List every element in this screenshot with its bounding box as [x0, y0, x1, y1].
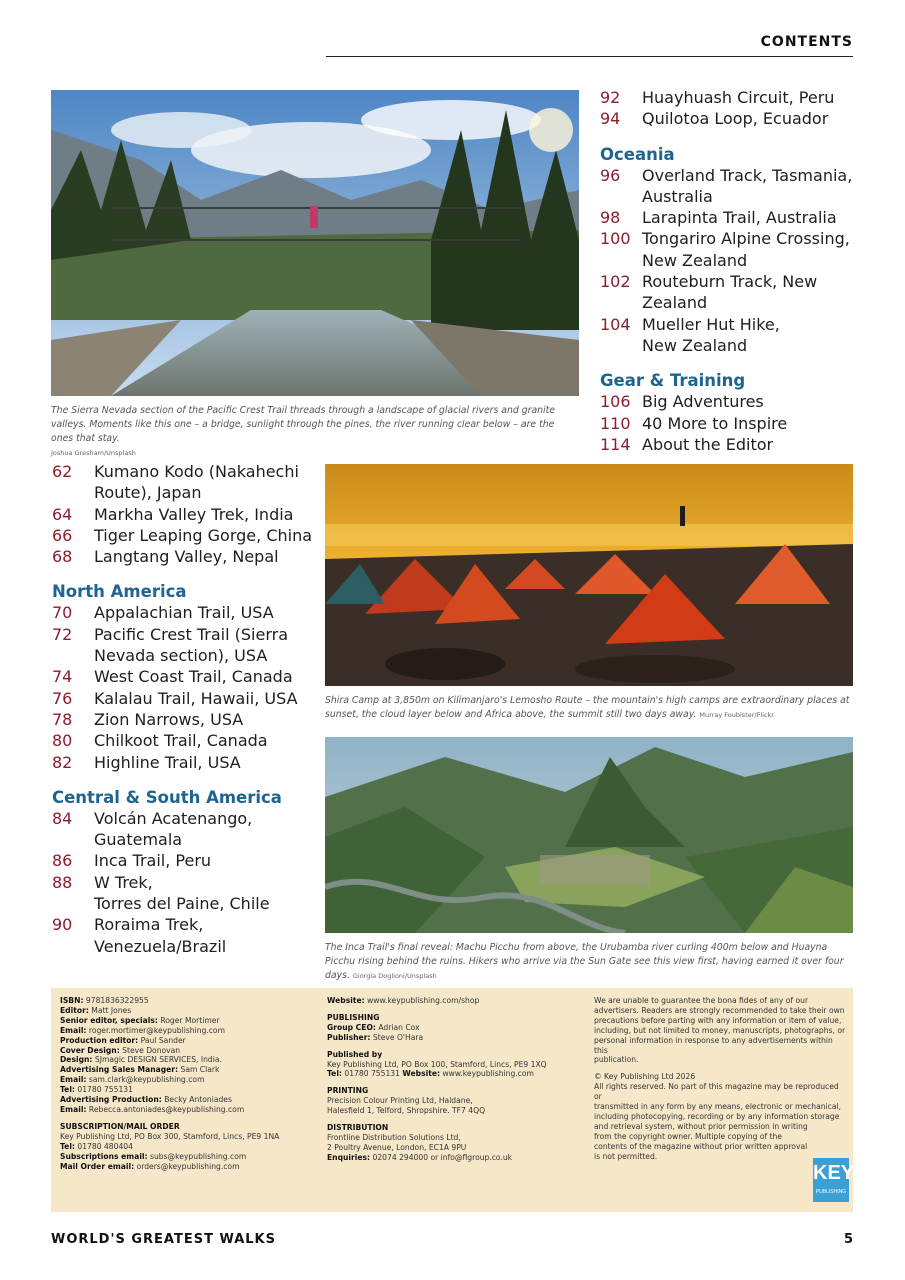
entry-title [94, 850, 312, 871]
section-heading: Gear & Training [600, 371, 746, 391]
page-number-label: 114 [600, 434, 631, 454]
page-number-label: 80 [52, 731, 73, 751]
imprint-line: personal information in response to any advertisements within this [594, 1035, 833, 1055]
entry-title-line: Appalachian Trail, USA [94, 603, 274, 623]
caption-text: The Inca Trail's final reveal: Machu Picchu from above, the Urubamba river curling 400m below and Huayna Picchu rising behind the ruins. Hikers who arrive via the Sun Gate see this view first, having earned it over four days. [325, 942, 844, 981]
page-number-label: 92 [600, 88, 621, 107]
imprint-label: Published by [327, 1049, 383, 1059]
imprint-value: 9781836322955 [85, 996, 149, 1005]
contents-list-right [600, 87, 853, 455]
page-number-label: 102 [600, 272, 631, 292]
imprint-value: orders@keypublishing.com [136, 1161, 240, 1171]
imprint-value: Steve Donovan [122, 1045, 181, 1055]
contents-section [600, 87, 853, 130]
imprint-label: Publisher: [327, 1032, 371, 1042]
imprint-value: Becky Antoniades [164, 1095, 232, 1105]
photo-machu-picchu [325, 737, 853, 933]
imprint-line [327, 1153, 582, 1163]
imprint-value: Halesfield 1, Telford, Shropshire. TF7 4QQ [327, 1106, 486, 1116]
caption-text: The Sierra Nevada section of the Pacific Crest Trail threads through a landscape of glacial rivers and granite valleys. Moments like this one – a bridge, sunlight through the pines, the river running clear below – are the ones that stay. [51, 405, 555, 444]
imprint-line [327, 1123, 582, 1133]
entry-title [94, 709, 312, 730]
entry-title [94, 624, 312, 667]
entry-title [94, 730, 312, 751]
entry-title-line: Kalalau Trail, Hawaii, USA [94, 688, 298, 708]
imprint-label: Advertising Sales Manager: [60, 1065, 179, 1075]
imprint-line [60, 996, 315, 1006]
imprint-line [60, 1095, 315, 1105]
imprint-line [60, 1055, 315, 1065]
imprint-block [327, 1086, 582, 1116]
imprint-line [327, 996, 582, 1006]
page-number-label: 76 [52, 688, 73, 708]
entry-title-line: Route), Japan [94, 483, 202, 503]
entry-title-line: Chilkoot Trail, Canada [94, 731, 268, 751]
entry-title-line: Zion Narrows, USA [94, 709, 244, 729]
entry-title [642, 87, 853, 108]
entry-title-line: Tiger Leaping Gorge, China [94, 525, 313, 545]
imprint-line [60, 1132, 315, 1142]
contents-section [600, 370, 853, 455]
entry-title-line: New Zealand [642, 335, 748, 355]
contents-entry [600, 165, 853, 208]
entry-title [642, 165, 853, 208]
contents-entry [600, 314, 853, 357]
imprint-label: PUBLISHING [327, 1012, 380, 1022]
imprint-line [327, 1060, 582, 1070]
entry-title-line: Markha Valley Trek, India [94, 504, 294, 524]
header-rule [326, 56, 853, 57]
section-title: CONTENTS [760, 34, 853, 50]
entry-title [94, 525, 312, 546]
imprint-label: DISTRIBUTION [327, 1123, 389, 1133]
imprint-block [594, 996, 846, 1065]
contents-section [52, 461, 312, 567]
imprint-line [60, 1065, 315, 1075]
contents-entry [52, 914, 312, 957]
contents-entry [52, 709, 312, 730]
imprint-line [60, 1085, 315, 1095]
photo-kilimanjaro-camp [325, 464, 853, 686]
imprint-line: advertisers. Readers are strongly recommended to take their own [594, 1005, 845, 1015]
imprint-line [60, 1046, 315, 1056]
contents-entry [600, 87, 853, 108]
imprint-value: 02074 294000 or info@flgroup.co.uk [372, 1152, 513, 1162]
contents-entry [600, 271, 853, 314]
imprint-label: Mail Order email: [60, 1161, 135, 1171]
page-number-label: 100 [600, 229, 631, 249]
imprint-line [60, 1162, 315, 1172]
imprint-line: All rights reserved. No part of this magazine may be reproduced or [594, 1082, 839, 1102]
entry-title-line: Venezuela/Brazil [94, 936, 227, 956]
imprint-line: contents of the magazine without prior written approval [594, 1141, 808, 1151]
contents-entry [52, 602, 312, 623]
imprint-value: sam.clark@keypublishing.com [88, 1075, 205, 1085]
imprint-value: Rebecca.antoniades@keypublishing.com [88, 1104, 245, 1114]
contents-entry [52, 808, 312, 851]
imprint-line [327, 1023, 582, 1033]
contents-entry [52, 461, 312, 504]
entry-title [94, 602, 312, 623]
imprint-line [327, 1143, 582, 1153]
entry-title [642, 314, 853, 357]
contents-entry [52, 850, 312, 871]
entry-title-line: Larapinta Trail, Australia [642, 208, 837, 228]
imprint-block [60, 996, 315, 1115]
logo-letter: KEY [813, 1162, 855, 1184]
contents-entry [52, 504, 312, 525]
contents-entry [600, 391, 853, 412]
imprint-line [60, 1036, 315, 1046]
entry-title [642, 413, 853, 434]
imprint-line [327, 1106, 582, 1116]
imprint-line [60, 1006, 315, 1016]
imprint-label: Email: [60, 1075, 87, 1085]
entry-title [94, 808, 312, 851]
imprint-label: SUBSCRIPTION/MAIL ORDER [60, 1121, 180, 1131]
entry-title [642, 391, 853, 412]
imprint-line [60, 1122, 315, 1132]
contents-entry [52, 666, 312, 687]
entry-title [642, 434, 853, 455]
imprint-line: publication. [594, 1055, 639, 1065]
imprint-line: transmitted in any form by any means, electronic or mechanical, [594, 1102, 842, 1112]
imprint-value: 01780 755131 [344, 1069, 403, 1079]
imprint-column-staff [60, 996, 315, 1178]
contents-entry [52, 730, 312, 751]
imprint-label: Website: [402, 1069, 441, 1079]
photo-kilimanjaro-caption [325, 694, 853, 722]
entry-title-line: Guatemala [94, 830, 183, 850]
imprint-label: Tel: [60, 1141, 75, 1151]
imprint-label: Email: [60, 1025, 87, 1035]
imprint-line [327, 1033, 582, 1043]
entry-title-line: Kumano Kodo (Nakahechi [94, 462, 299, 481]
entry-title [94, 688, 312, 709]
imprint-line [60, 1075, 315, 1085]
page-number-label: 84 [52, 808, 73, 828]
imprint-line: from the copyright owner. Multiple copying of the [594, 1131, 783, 1141]
imprint-value: Matt Jones [91, 1005, 132, 1015]
contents-entry [600, 108, 853, 129]
page-number-label: 86 [52, 851, 73, 871]
imprint-line: precautions before parting with any information or item of value, [594, 1015, 842, 1025]
contents-entry [52, 624, 312, 667]
imprint-column-publishing [327, 996, 582, 1170]
imprint-value: Steve O'Hara [372, 1032, 424, 1042]
imprint-box [51, 988, 853, 1212]
entry-title-line: 40 More to Inspire [642, 413, 788, 433]
imprint-line [327, 1096, 582, 1106]
photo-sierra-caption [51, 404, 579, 460]
entry-title-line: New Zealand [642, 250, 748, 270]
imprint-block [327, 1013, 582, 1043]
imprint-value: subs@keypublishing.com [150, 1151, 247, 1161]
entry-title-line: Highline Trail, USA [94, 752, 241, 772]
entry-title-line: Nevada section), USA [94, 646, 268, 666]
entry-title-line: Mueller Hut Hike, [642, 314, 780, 334]
contents-entry [600, 434, 853, 455]
entry-title-line: Quilotoa Loop, Ecuador [642, 109, 829, 129]
entry-title [642, 271, 853, 314]
page-number: 5 [843, 1232, 853, 1247]
entry-title-line: Big Adventures [642, 392, 764, 412]
imprint-label: PRINTING [327, 1086, 369, 1096]
imprint-line: We are unable to guarantee the bona fides of any of our [594, 996, 809, 1005]
imprint-value: Key Publishing Ltd, PO Box 300, Stamford, Lincs, PE9 1NA [60, 1131, 280, 1141]
page-number-label: 90 [52, 915, 73, 935]
contents-list-left [52, 461, 312, 957]
imprint-value: Frontline Distribution Solutions Ltd, [327, 1132, 461, 1142]
entry-title-line: Overland Track, Tasmania, [642, 165, 853, 185]
imprint-line [327, 1086, 582, 1096]
imprint-value: 2 Poultry Avenue, London, EC1A 9PU [327, 1142, 467, 1152]
photo-credit: Joshua Gresham/Unsplash [51, 449, 136, 457]
entry-title [94, 461, 312, 504]
contents-entry [52, 546, 312, 567]
imprint-label: Subscriptions email: [60, 1151, 148, 1161]
page-number-label: 62 [52, 462, 73, 481]
entry-title-line: Australia [642, 186, 713, 206]
imprint-line [327, 1133, 582, 1143]
page-number-label: 64 [52, 504, 73, 524]
imprint-value: 01780 755131 [77, 1085, 133, 1095]
caption-text: Shira Camp at 3,850m on Kilimanjaro's Lemosho Route – the mountain's high camps are extraordinary places at sunset, the cloud layer below and Africa above, the summit still two days away. [325, 695, 850, 720]
imprint-label: Production editor: [60, 1035, 139, 1045]
contents-section [600, 144, 853, 357]
imprint-value: Precision Colour Printing Ltd, Haldane, [327, 1096, 473, 1106]
page-number-label: 94 [600, 109, 621, 129]
imprint-value: www.keypublishing.com/shop [367, 996, 480, 1005]
section-heading: Central & South America [52, 787, 282, 807]
page-number-label: 78 [52, 709, 73, 729]
entry-title-line: West Coast Trail, Canada [94, 667, 293, 687]
imprint-line: including, but not limited to money, manuscripts, photographs, or [594, 1025, 846, 1035]
imprint-line [327, 1050, 582, 1060]
imprint-label: Website: [327, 996, 365, 1005]
imprint-column-legal [594, 996, 846, 1169]
contents-entry [600, 413, 853, 434]
entry-title-line: W Trek, [94, 872, 153, 892]
imprint-line: © Key Publishing Ltd 2026 [594, 1072, 696, 1082]
imprint-block [594, 1072, 846, 1161]
entry-title-line: Roraima Trek, [94, 915, 204, 935]
entry-title [94, 546, 312, 567]
entry-title [642, 228, 853, 271]
page-number-label: 96 [600, 165, 621, 185]
entry-title-line: Langtang Valley, Nepal [94, 547, 279, 567]
entry-title-line: Huayhuash Circuit, Peru [642, 88, 835, 107]
imprint-block [327, 996, 582, 1006]
imprint-value: www.keypublishing.com [442, 1069, 534, 1079]
imprint-label: Email: [60, 1104, 87, 1114]
page-number-label: 106 [600, 392, 631, 412]
page-number-label: 68 [52, 547, 73, 567]
imprint-line: is not permitted. [594, 1151, 658, 1161]
page-number-label: 98 [600, 208, 621, 228]
contents-section [52, 581, 312, 772]
page-number-label: 88 [52, 872, 73, 892]
imprint-line [327, 1013, 582, 1023]
imprint-label: Advertising Production: [60, 1095, 162, 1105]
imprint-value: Key Publishing Ltd, PO Box 100, Stamford, Lincs, PE9 1XQ [327, 1059, 547, 1069]
imprint-line [60, 1142, 315, 1152]
imprint-line: including photocopying, recording or by any information storage [594, 1111, 840, 1121]
entry-title [94, 872, 312, 915]
contents-entry [600, 207, 853, 228]
page-number-label: 72 [52, 624, 73, 644]
page-number-label: 104 [600, 314, 631, 334]
page-number-label: 110 [600, 413, 631, 433]
contents-entry [52, 752, 312, 773]
imprint-line [60, 1152, 315, 1162]
imprint-label: Editor: [60, 1005, 89, 1015]
entry-title-line: Inca Trail, Peru [94, 851, 212, 871]
imprint-value: Adrian Cox [378, 1022, 420, 1032]
imprint-value: 01780 480404 [77, 1141, 133, 1151]
page-number-label: 70 [52, 603, 73, 623]
imprint-label: Design: [60, 1055, 93, 1065]
imprint-label: Senior editor, specials: [60, 1015, 158, 1025]
section-heading: Oceania [600, 144, 675, 164]
imprint-value: SJmagic DESIGN SERVICES, India. [94, 1055, 222, 1065]
logo-sub: PUBLISHING [815, 1189, 847, 1195]
entry-title [642, 207, 853, 228]
entry-title [94, 666, 312, 687]
entry-title-line: About the Editor [642, 434, 774, 454]
entry-title [94, 914, 312, 957]
imprint-block [327, 1123, 582, 1163]
imprint-line [327, 1069, 582, 1079]
entry-title [94, 504, 312, 525]
entry-title-line: Pacific Crest Trail (Sierra [94, 624, 289, 644]
imprint-block [327, 1050, 582, 1080]
imprint-value: Roger Mortimer [160, 1015, 220, 1025]
contents-entry [52, 525, 312, 546]
imprint-label: ISBN: [60, 996, 84, 1005]
imprint-line [60, 1026, 315, 1036]
contents-entry [52, 872, 312, 915]
entry-title-line: Tongariro Alpine Crossing, [642, 229, 850, 249]
imprint-value: roger.mortimer@keypublishing.com [88, 1025, 225, 1035]
entry-title-line: Volcán Acatenango, [94, 808, 253, 828]
photo-credit: Giorgia Doglioni/Unsplash [352, 972, 437, 980]
section-heading: North America [52, 582, 187, 602]
imprint-line [60, 1016, 315, 1026]
imprint-label: Tel: [327, 1069, 342, 1079]
contents-entry [52, 688, 312, 709]
imprint-line: and retrieval system, without prior permission in writing [594, 1121, 808, 1131]
imprint-label: Enquiries: [327, 1152, 371, 1162]
entry-title [642, 108, 853, 129]
page-number-label: 74 [52, 667, 73, 687]
imprint-block [60, 1122, 315, 1172]
entry-title-line: Torres del Paine, Chile [94, 894, 270, 914]
photo-machu-caption [325, 941, 853, 983]
imprint-label: Tel: [60, 1085, 75, 1095]
page-number-label: 82 [52, 752, 73, 772]
contents-entry [600, 228, 853, 271]
imprint-label: Cover Design: [60, 1045, 120, 1055]
imprint-label: Group CEO: [327, 1022, 376, 1032]
photo-sierra-nevada [51, 90, 579, 396]
photo-credit: Murray Foubister/Flickr [699, 711, 774, 719]
key-publishing-logo [813, 1158, 855, 1202]
contents-section [52, 787, 312, 957]
imprint-value: Sam Clark [180, 1065, 220, 1075]
page-number-label: 66 [52, 525, 73, 545]
imprint-value: Paul Sander [140, 1035, 186, 1045]
entry-title [94, 752, 312, 773]
magazine-title: WORLD'S GREATEST WALKS [51, 1232, 276, 1247]
imprint-line [60, 1105, 315, 1115]
entry-title-line: Routeburn Track, New Zealand [642, 272, 818, 313]
